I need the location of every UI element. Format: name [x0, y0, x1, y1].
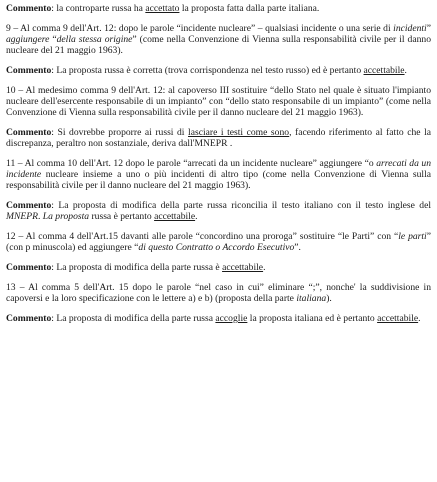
- comment-paragraph-1: [6, 3, 431, 14]
- italic-text: arrecati da un incidente: [6, 158, 431, 180]
- body-text: “: [49, 34, 57, 45]
- italic-text: italiana: [296, 293, 327, 304]
- comment-paragraph-5: [6, 262, 431, 273]
- body-text: 11 – Al comma 10 dell'Art. 12 dopo le parole “arrecati da un incidente nucleare” aggiungere “o: [6, 158, 377, 169]
- body-text: ” (con p minuscola) ed aggiungere “: [6, 231, 431, 253]
- body-text: 12 – Al comma 4 dell'Art.15 davanti alle parole “concordino una proroga” sostituire “le Parti” con “: [6, 231, 399, 242]
- body-text: ”.: [294, 242, 301, 253]
- comment-label: Commento: [6, 127, 52, 138]
- item-9-paragraph: [6, 23, 431, 56]
- item-11-paragraph: [6, 158, 431, 191]
- body-text: : La proposta di modifica della parte russa è: [51, 262, 223, 273]
- underlined-text: accettabile: [154, 211, 196, 222]
- body-text: .: [195, 211, 198, 222]
- italic-text: aggiungere: [6, 34, 50, 45]
- body-text: .: [404, 65, 407, 76]
- underlined-text: accettabile: [377, 313, 419, 324]
- body-text: 9 – Al comma 9 dell'Art. 12: dopo le parole “incidente nucleare” – qualsiasi incidente o una serie di: [6, 23, 394, 34]
- comment-label: Commento: [6, 313, 52, 324]
- comment-paragraph-3: [6, 127, 431, 149]
- body-text: , facendo riferimento al fatto che la discrepanza, peraltro non sostanziale, deriva dall'MNEPR .: [6, 127, 431, 149]
- italic-text: le parti: [398, 231, 427, 242]
- comment-paragraph-2: [6, 65, 431, 76]
- item-12-paragraph: [6, 231, 431, 253]
- body-text: 13 – Al comma 5 dell'Art. 15 dopo le parole “nel caso in cui” eliminare “;”, nonche' la suddivisione in capoversi e la loro specificazione con le lettere a) e b) (proposta della parte: [6, 282, 431, 304]
- item-13-paragraph: [6, 282, 431, 304]
- comment-label: Commento: [6, 3, 52, 14]
- italic-text: incidenti: [393, 23, 427, 34]
- body-text: la proposta fatta dalla parte italiana.: [179, 3, 320, 14]
- body-text: ” (come nella Convenzione di Vienna sulla responsabilità civile per il danno nucleare del 21 maggio 1963).: [6, 34, 431, 56]
- body-text: nucleare insieme a uno o più incidenti di altro tipo (come nella Convenzione di Vienna sulla responsabilità civile per il danno nucleare del 21 maggio 1963).: [6, 169, 431, 191]
- body-text: russa è pertanto: [89, 211, 155, 222]
- body-text: .: [418, 313, 421, 324]
- body-text: la proposta italiana ed è pertanto: [247, 313, 378, 324]
- underlined-text: accettabile: [363, 65, 405, 76]
- body-text: 10 – Al medesimo comma 9 dell'Art. 12: al capoverso III sostituire “dello Stato nel quale è situato l'impianto nucleare dell'esercente responsabile di un impianto” con “dello stato responsabile di un impianto” (come nella Convenzione di Vienna sulla responsabilità civile per il danno nucleare del 21 maggio 1963).: [6, 85, 431, 118]
- body-text: : La proposta di modifica della parte russa riconcilia il testo italiano con il testo inglese del: [51, 200, 431, 211]
- comment-label: Commento: [6, 262, 52, 273]
- italic-text: della stessa origine: [56, 34, 133, 45]
- comment-paragraph-4: [6, 200, 431, 222]
- italic-text: La proposta: [42, 211, 90, 222]
- body-text: : la controparte russa ha: [51, 3, 146, 14]
- comment-label: Commento: [6, 200, 52, 211]
- underlined-text: accettabile: [222, 262, 264, 273]
- body-text: .: [37, 211, 43, 222]
- body-text: ”: [426, 23, 431, 34]
- italic-text: MNEPR: [6, 211, 38, 222]
- underlined-text: accoglie: [215, 313, 248, 324]
- body-text: ).: [326, 293, 332, 304]
- body-text: .: [263, 262, 266, 273]
- body-text: : La proposta russa è corretta (trova corrispondenza nel testo russo) ed è pertanto: [51, 65, 364, 76]
- body-text: : La proposta di modifica della parte russa: [51, 313, 216, 324]
- comment-label: Commento: [6, 65, 52, 76]
- italic-text: di questo Contratto o Accordo Esecutivo: [138, 242, 295, 253]
- underlined-text: accettato: [145, 3, 180, 14]
- body-text: : Si dovrebbe proporre ai russi di: [51, 127, 189, 138]
- underlined-text: lasciare i testi come sono: [188, 127, 290, 138]
- comment-paragraph-6: [6, 313, 431, 324]
- item-10-paragraph: [6, 85, 431, 118]
